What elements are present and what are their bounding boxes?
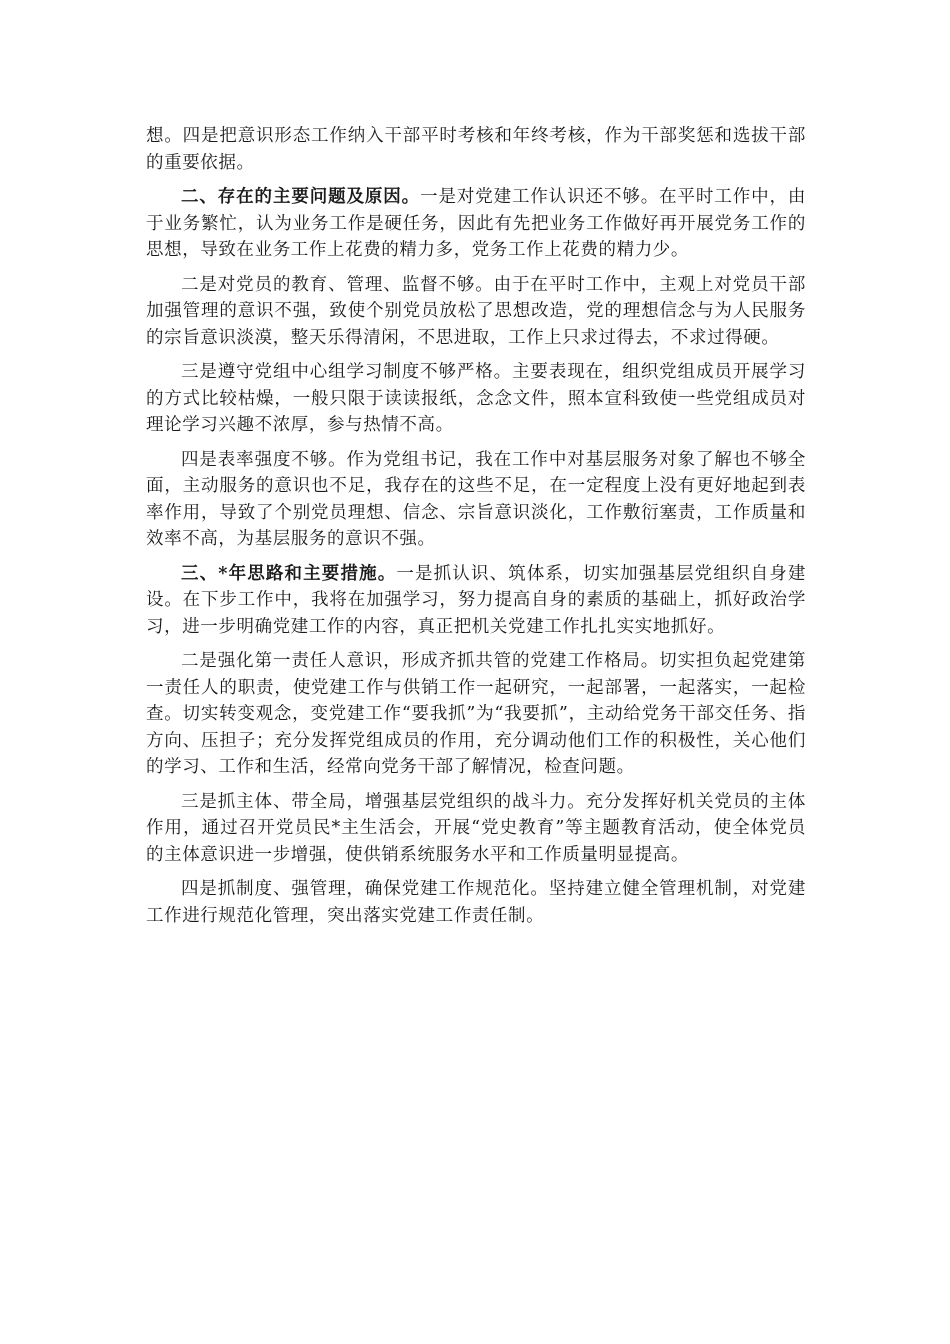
section-heading: 三、*年思路和主要措施。 — [181, 563, 397, 584]
paragraph — [146, 876, 806, 929]
paragraph-continuation — [146, 123, 806, 176]
paragraph — [146, 648, 806, 781]
paragraph-text: 三是抓主体、带全局，增强基层党组织的战斗力。充分发挥好机关党员的主体作用，通过召开党员民*主生活会，开展“党史教育”等主题教育活动，使全体党员的主体意识进一步增强，使供销系统服务水平和工作质量明显提高。 — [146, 791, 806, 865]
paragraph-text: 四是抓制度、强管理，确保党建工作规范化。坚持建立健全管理机制，对党建工作进行规范化管理，突出落实党建工作责任制。 — [146, 879, 806, 926]
section-three-paragraph — [146, 561, 806, 641]
paragraph-text: 二是强化第一责任人意识，形成齐抓共管的党建工作格局。切实担负起党建第一责任人的职责，使党建工作与供销工作一起研究，一起部署，一起落实，一起检查。切实转变观念，变党建工作“要我抓”为“我要抓”，主动给党务干部交任务、指方向、压担子；充分发挥党组成员的作用，充分调动他们工作的积极性，关心他们的学习、工作和生活，经常向党务干部了解情况，检查问题。 — [146, 651, 806, 777]
paragraph — [146, 789, 806, 869]
paragraph-text: 四是表率强度不够。作为党组书记，我在工作中对基层服务对象了解也不够全面，主动服务的意识也不足，我存在的这些不足，在一定程度上没有更好地起到表率作用，导致了个别党员理想、信念、宗旨意识淡化，工作敷衍塞责，工作质量和效率不高，为基层服务的意识不强。 — [146, 449, 806, 549]
paragraph-text: 一是抓认识、筑体系，切实加强基层党组织自身建设。在下步工作中，我将在加强学习，努力提高自身的素质的基础上，抓好政治学习，进一步明确党建工作的内容，真正把机关党建工作扎扎实实地抓好。 — [146, 563, 806, 637]
paragraph-text: 二是对党员的教育、管理、监督不够。由于在平时工作中，主观上对党员干部加强管理的意识不强，致使个别党员放松了思想改造，党的理想信念与为人民服务的宗旨意识淡漠，整天乐得清闲，不思进取，工作上只求过得去，不求过得硬。 — [146, 274, 806, 348]
paragraph-text: 想。四是把意识形态工作纳入干部平时考核和年终考核，作为干部奖惩和选拔干部的重要依据。 — [146, 126, 806, 173]
document-page — [146, 123, 806, 937]
paragraph — [146, 359, 806, 439]
paragraph — [146, 447, 806, 553]
section-two-paragraph — [146, 184, 806, 264]
section-heading: 二、存在的主要问题及原因。 — [181, 187, 421, 207]
paragraph — [146, 272, 806, 352]
paragraph-text: 三是遵守党组中心组学习制度不够严格。主要表现在，组织党组成员开展学习的方式比较枯燥，一般只限于读读报纸，念念文件，照本宣科致使一些党组成员对理论学习兴趣不浓厚，参与热情不高。 — [146, 362, 806, 435]
paragraph-text: 一是对党建工作认识还不够。在平时工作中，由于业务繁忙，认为业务工作是硬任务，因此有先把业务工作做好再开展党务工作的思想，导致在业务工作上花费的精力多，党务工作上花费的精力少。 — [146, 187, 806, 260]
